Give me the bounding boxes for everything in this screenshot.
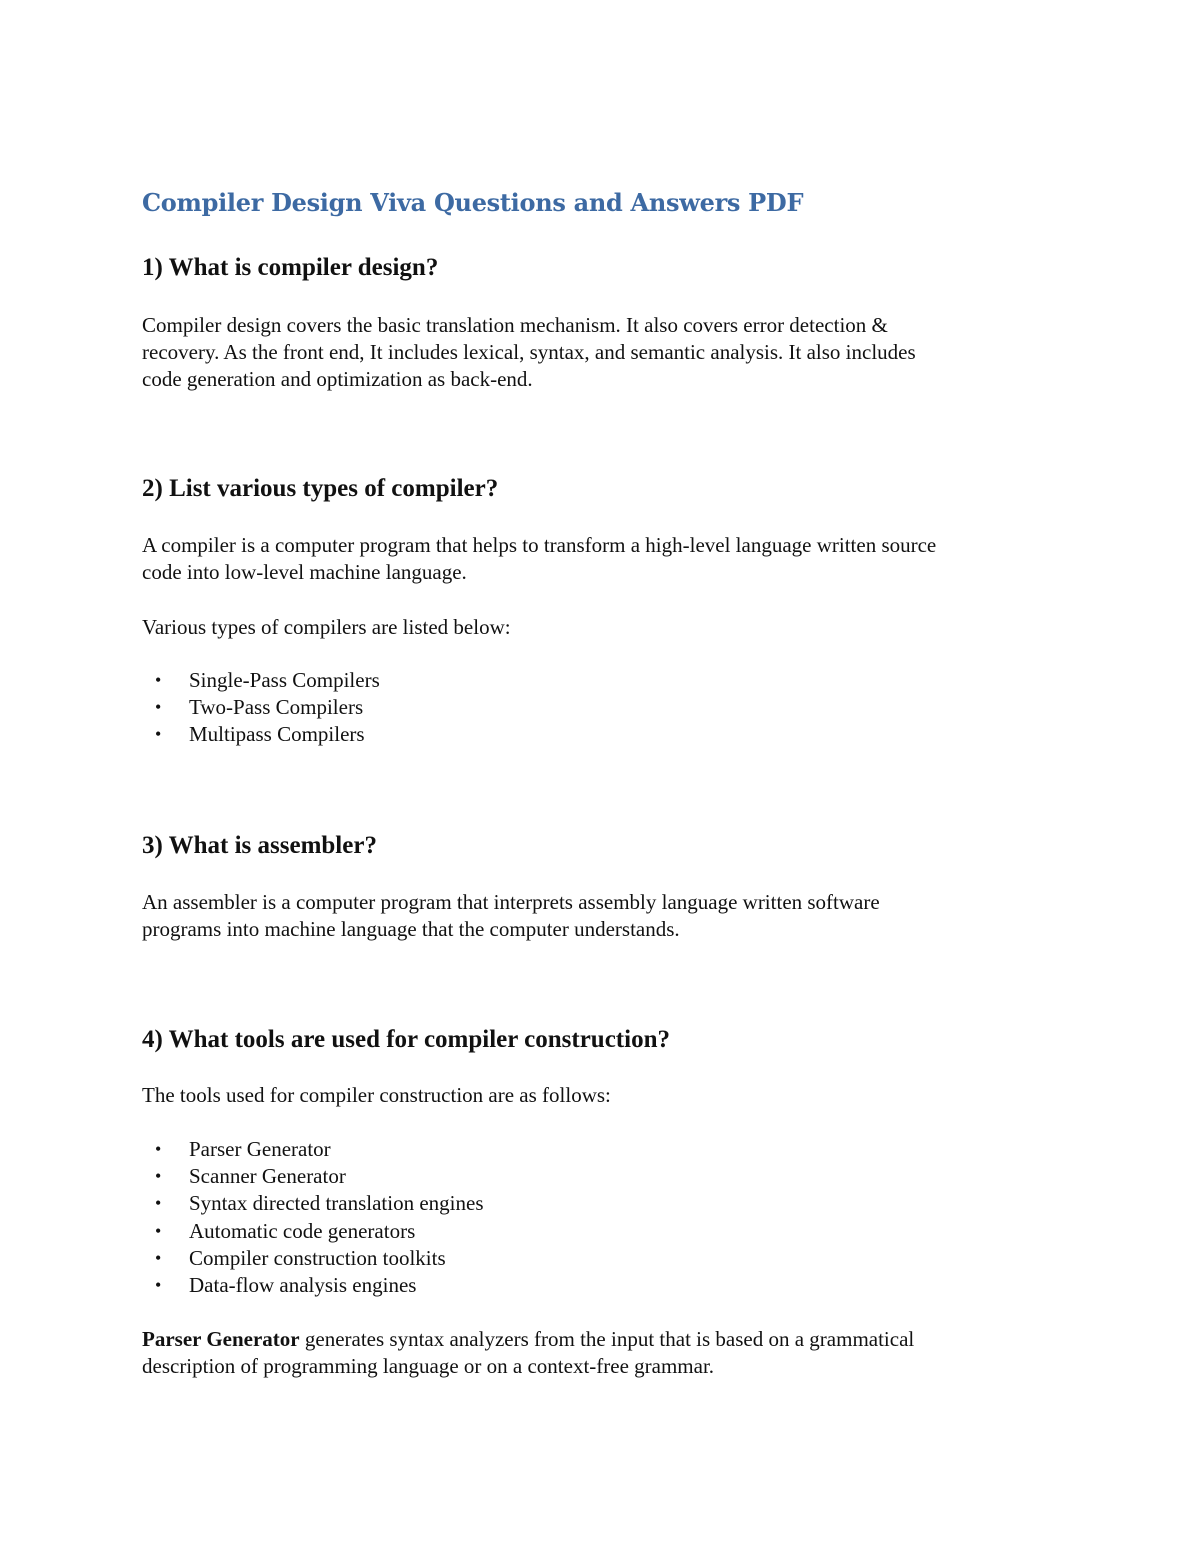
list-item-label: Single-Pass Compilers xyxy=(189,668,380,692)
description-line xyxy=(142,1326,1042,1353)
term-parser-generator: Parser Generator xyxy=(142,1327,300,1351)
description-line: description of programming language or on a context-free grammar. xyxy=(142,1354,715,1378)
list-item xyxy=(142,667,380,694)
description-text: generates syntax analyzers from the input that is based on a grammatical xyxy=(299,1327,915,1351)
question-1-answer xyxy=(142,312,1042,393)
construction-tools-list xyxy=(142,1136,484,1299)
bullet-icon: • xyxy=(155,1247,162,1268)
list-item-label: Data-flow analysis engines xyxy=(189,1273,417,1298)
question-1-heading: 1) What is compiler design? xyxy=(142,254,439,281)
question-3-heading: 3) What is assembler? xyxy=(142,832,377,859)
answer-line: A compiler is a computer program that helps to transform a high-level language written source xyxy=(142,533,937,557)
bullet-icon: • xyxy=(155,1139,162,1159)
list-item-label: Automatic code generators xyxy=(189,1218,416,1243)
bullet-icon: • xyxy=(155,1166,162,1187)
list-item xyxy=(142,1190,484,1217)
parser-generator-description xyxy=(142,1326,1042,1380)
list-item xyxy=(142,1163,484,1190)
bullet-icon: • xyxy=(155,1220,162,1241)
list-item xyxy=(142,1218,484,1245)
list-item xyxy=(142,721,380,748)
list-item xyxy=(142,1272,484,1299)
answer-line: code into low-level machine language. xyxy=(142,560,467,584)
intro-line: Various types of compilers are listed below: xyxy=(142,615,511,639)
question-3-answer xyxy=(142,889,1042,943)
question-2-heading: 2) List various types of compiler? xyxy=(142,475,499,502)
bullet-icon: • xyxy=(155,1275,162,1296)
list-item-label: Multipass Compilers xyxy=(189,722,365,747)
document-title: Compiler Design Viva Questions and Answers PDF xyxy=(142,188,804,217)
bullet-icon: • xyxy=(155,724,162,745)
answer-line: An assembler is a computer program that interprets assembly language written software xyxy=(142,890,880,914)
intro-line: The tools used for compiler construction are as follows: xyxy=(142,1083,611,1107)
bullet-icon: • xyxy=(155,670,162,690)
list-item-label: Compiler construction toolkits xyxy=(189,1245,446,1270)
answer-line: code generation and optimization as back-end. xyxy=(142,367,533,391)
list-item-label: Two-Pass Compilers xyxy=(189,695,364,720)
answer-line: programs into machine language that the computer understands. xyxy=(142,917,680,941)
question-4-heading: 4) What tools are used for compiler construction? xyxy=(142,1026,670,1053)
list-item xyxy=(142,694,380,721)
question-2-intro xyxy=(142,614,1042,641)
compiler-types-list xyxy=(142,667,380,749)
list-item xyxy=(142,1136,484,1163)
bullet-icon: • xyxy=(155,697,162,718)
answer-line: recovery. As the front end, It includes lexical, syntax, and semantic analysis. It also includes xyxy=(142,340,916,364)
question-2-answer xyxy=(142,532,1042,586)
bullet-icon: • xyxy=(155,1193,162,1214)
list-item-label: Parser Generator xyxy=(189,1137,331,1161)
list-item-label: Syntax directed translation engines xyxy=(189,1191,484,1216)
list-item xyxy=(142,1245,484,1272)
list-item-label: Scanner Generator xyxy=(189,1164,346,1189)
answer-line: Compiler design covers the basic translation mechanism. It also covers error detection & xyxy=(142,313,888,337)
question-4-intro xyxy=(142,1082,1042,1109)
